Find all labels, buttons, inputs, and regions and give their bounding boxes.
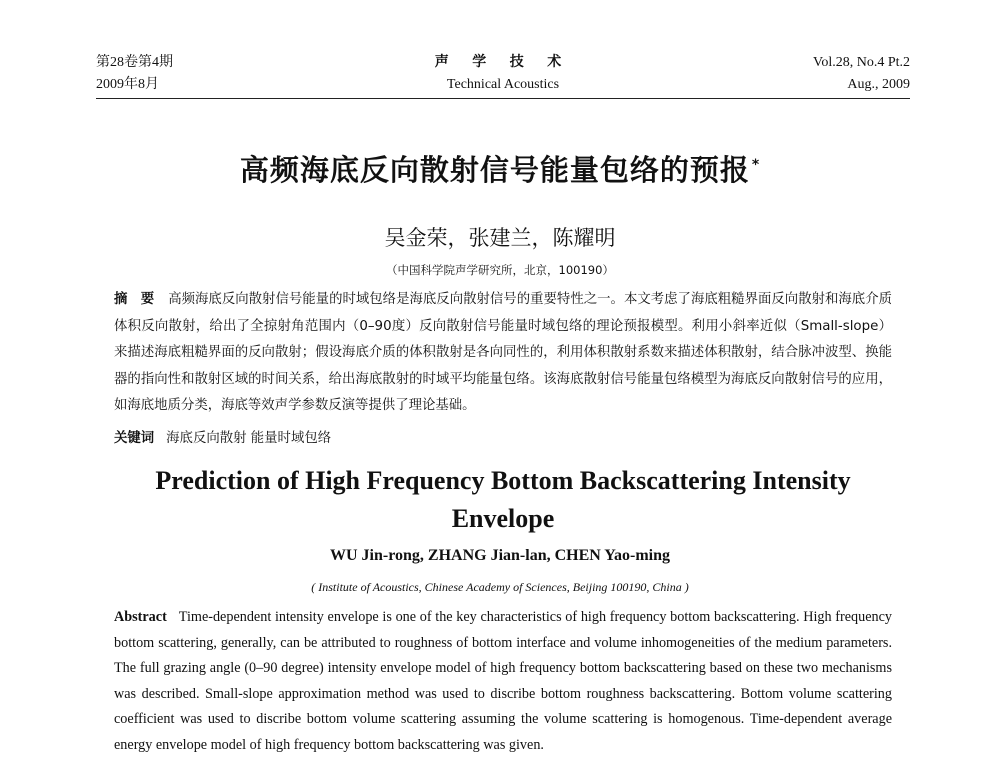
volume-issue-cn: 第28卷第4期 [96,55,173,70]
abstract-en-text: Time-dependent intensity envelope is one of the key characteristics of high frequency bottom backscattering. High frequency bottom scattering, generally, can be attributed to roughness of bottom interface and volume inhomogeneities of the medium parameters. The full grazing angle (0–90 degree) intensity envelope model of high frequency bottom backscattering based on these two mechanisms was described. Small-slope approximation method was used to discribe bottom roughness backscattering. Bottom volume scattering coefficient was used to discribe bottom volume scattering assuming the volume scattering is homogenous. Time-dependent average energy envelope model of high frequency bottom backscattering was given. [114,609,892,753]
header-right [813,52,910,96]
keywords-cn [114,426,892,452]
abstract-cn [114,287,892,420]
header-center [96,52,910,96]
paper-title-cn [0,148,1000,189]
abstract-cn-label: 摘 要 [114,292,155,307]
journal-header [96,52,910,99]
title-footnote-mark: * [751,157,761,174]
volume-issue-en: Vol.28, No.4 Pt.2 [813,55,910,70]
paper-title-cn-text: 高频海底反向散射信号能量包络的预报 [239,153,750,187]
affiliation-en: ( Institute of Acoustics, Chinese Academy of Sciences, Beijing 100190, China ) [311,580,689,594]
keywords-cn-text: 海底反向散射 能量时域包络 [166,431,332,446]
authors-cn: 吴金荣，张建兰，陈耀明 [384,226,616,250]
authors-en: WU Jin-rong, ZHANG Jian-lan, CHEN Yao-ming [329,547,671,564]
date-cn: 2009年8月 [96,77,159,92]
journal-name-cn: 声 学 技 术 [434,55,572,70]
paper-title-en: Prediction of High Frequency Bottom Backscattering Intensity Envelope [155,466,851,533]
abstract-cn-text: 高频海底反向散射信号能量的时域包络是海底反向散射信号的重要特性之一。本文考虑了海底粗糙界面反向散射和海底介质体积反向散射，给出了全掠射角范围内（0–90度）反向散射信号能量时域包络的理论预报模型。利用小斜率近似（Small-slope）来描述海底粗糙界面的反向散射；假设海底介质的体积散射是各向同性的，利用体积散射系数来描述体积散射，结合脉冲波型、换能器的指向性和散射区域的时间关系，给出海底散射的时域平均能量包络。该海底散射信号能量包络模型为海底反向散射信号的应用，如海底地质分类，海底等效声学参数反演等提供了理论基础。 [114,292,893,413]
keywords-cn-label: 关键词 [114,431,155,446]
abstract-en [114,605,892,759]
affiliation-cn: （中国科学院声学研究所，北京，100190） [386,263,614,277]
abstract-en-label: Abstract [114,609,167,625]
journal-name-en: Technical Acoustics [446,77,560,92]
date-en: Aug., 2009 [847,77,910,92]
